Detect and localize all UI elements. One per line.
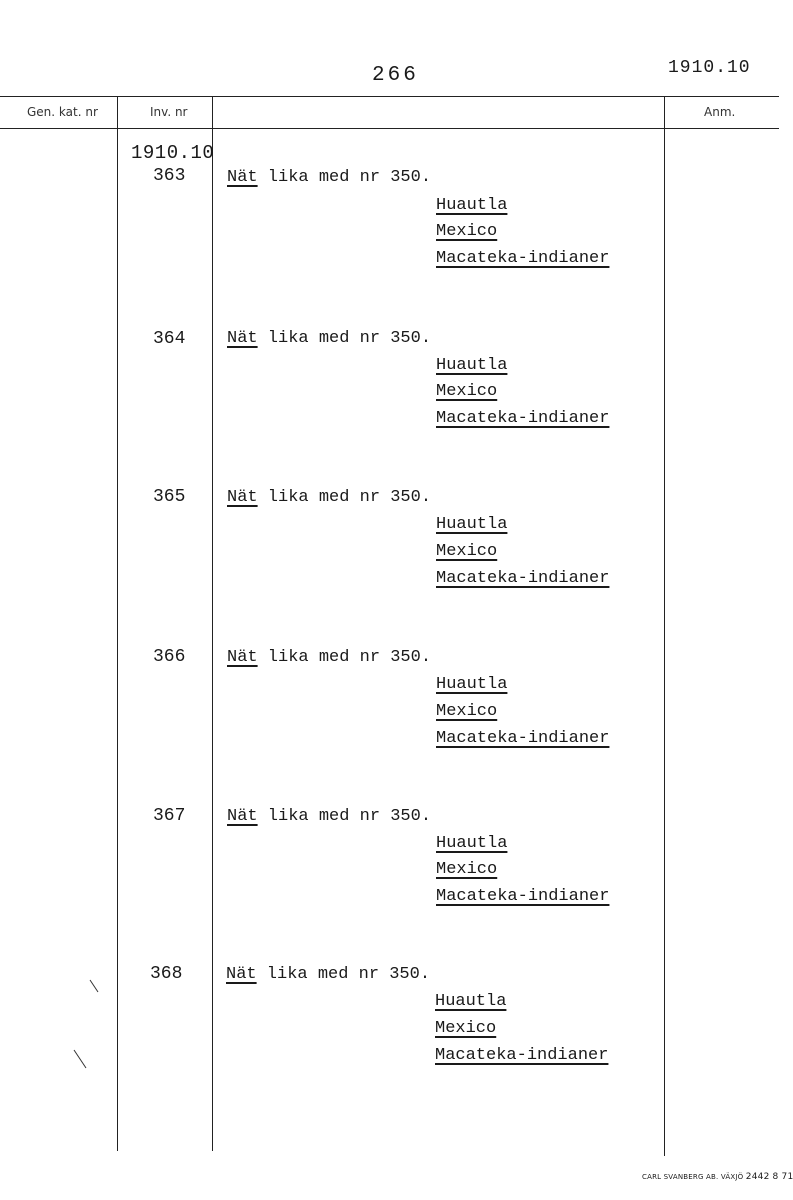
object-name: Nät — [227, 807, 258, 826]
column-header-anm: Anm. — [704, 105, 736, 119]
margin-pencil-marks — [60, 970, 120, 1080]
pencil-mark — [90, 980, 98, 992]
inventory-number: 365 — [153, 487, 186, 507]
place-name: Huautla — [436, 834, 508, 853]
entry-description — [227, 168, 431, 187]
object-note: lika med nr 350. — [257, 807, 432, 826]
header-date: 1910.10 — [668, 58, 751, 78]
object-name: Nät — [227, 168, 258, 187]
people-name: Macateka-indianer — [436, 249, 610, 268]
object-note: lika med nr 350. — [257, 648, 432, 667]
entry-description — [226, 965, 430, 984]
inventory-number: 368 — [150, 964, 183, 984]
country-name: Mexico — [436, 860, 498, 879]
entry-description — [227, 329, 431, 348]
object-name: Nät — [227, 488, 258, 507]
inventory-number: 367 — [153, 806, 186, 826]
object-name: Nät — [227, 648, 258, 667]
column-header-inv-nr: Inv. nr — [150, 105, 188, 119]
people-name: Macateka-indianer — [436, 729, 610, 748]
inventory-number: 366 — [153, 647, 186, 667]
column-divider-inv-text — [212, 96, 213, 1151]
country-name: Mexico — [435, 1019, 497, 1038]
entry-description — [227, 488, 431, 507]
printer-code: 2442 8 71 — [745, 1172, 793, 1182]
object-note: lika med nr 350. — [257, 329, 432, 348]
country-name: Mexico — [436, 222, 498, 241]
country-name: Mexico — [436, 382, 498, 401]
place-name: Huautla — [436, 675, 508, 694]
country-name: Mexico — [436, 702, 498, 721]
object-note: lika med nr 350. — [257, 168, 432, 187]
inventory-year: 1910.10 — [131, 142, 215, 164]
object-note: lika med nr 350. — [256, 965, 431, 984]
entry-description — [227, 648, 431, 667]
object-name: Nät — [226, 965, 257, 984]
place-name: Huautla — [436, 356, 508, 375]
place-name: Huautla — [435, 992, 507, 1011]
place-name: Huautla — [436, 196, 508, 215]
place-name: Huautla — [436, 515, 508, 534]
people-name: Macateka-indianer — [436, 887, 610, 906]
people-name: Macateka-indianer — [435, 1046, 609, 1065]
printer-name: CARL SVANBERG AB. VÄXJÖ — [642, 1173, 744, 1181]
page-number: 266 — [372, 64, 419, 87]
people-name: Macateka-indianer — [436, 569, 610, 588]
column-header-gen-kat-nr: Gen. kat. nr — [27, 105, 98, 119]
object-name: Nät — [227, 329, 258, 348]
inventory-number: 363 — [153, 166, 186, 186]
entry-description — [227, 807, 431, 826]
pencil-mark — [74, 1050, 86, 1068]
inventory-number: 364 — [153, 329, 186, 349]
object-note: lika med nr 350. — [257, 488, 432, 507]
column-divider-text-anm — [664, 96, 665, 1156]
country-name: Mexico — [436, 542, 498, 561]
printer-imprint — [642, 1172, 793, 1182]
people-name: Macateka-indianer — [436, 409, 610, 428]
